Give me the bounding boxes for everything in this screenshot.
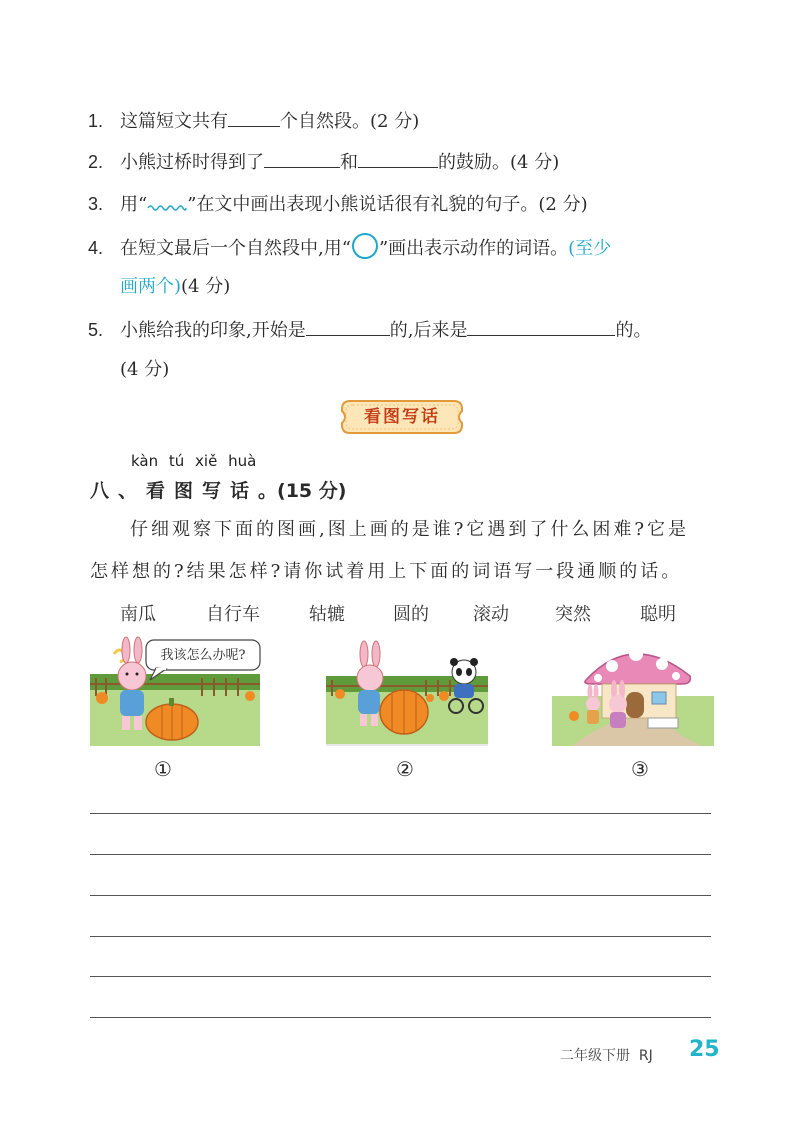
picture-1 (90, 636, 268, 746)
question-5-continued (120, 358, 169, 382)
question-score: (4 分) (120, 359, 170, 380)
mushroom-house-illustration (552, 636, 714, 746)
answer-blank[interactable] (467, 317, 615, 336)
word-item: 突然 (555, 604, 591, 625)
writing-line[interactable] (90, 976, 711, 977)
question-text: 这篇短文共有 (120, 111, 228, 132)
badge-label: 看图写话 (364, 407, 440, 427)
question-number: 2. (88, 152, 104, 172)
question-3 (88, 190, 588, 217)
question-text: ”画出表示动作的词语。 (378, 238, 569, 259)
question-text: 个自然段。(2 分) (280, 111, 420, 132)
section-title (90, 476, 346, 503)
word-item: 圆的 (393, 604, 429, 625)
question-2 (88, 149, 559, 175)
picture-3-caption: ③ (631, 757, 649, 781)
word-item: 滚动 (473, 604, 509, 625)
picture-2-caption: ② (396, 757, 414, 781)
picture-3 (552, 636, 714, 746)
prompt-line-2: 怎样想的?结果怎样?请你试着用上下面的词语写一段通顺的话。 (90, 561, 683, 582)
question-text: 小熊过桥时得到了 (120, 152, 264, 173)
section-prefix: 八、 (90, 480, 147, 502)
section-title-text: 看图写话 (146, 480, 259, 502)
question-number: 3. (88, 194, 104, 214)
question-number: 5. (88, 320, 104, 340)
picture-2 (326, 636, 488, 746)
question-text: 的,后来是 (389, 320, 468, 341)
question-4 (88, 233, 611, 261)
question-score: (4 分) (181, 276, 231, 297)
section-score: 。(15 分) (258, 480, 347, 502)
question-number: 4. (88, 238, 104, 258)
writing-line[interactable] (90, 936, 711, 937)
question-text: 用“ (120, 194, 148, 215)
word-bank (0, 600, 800, 624)
prompt-line-1: 仔细观察下面的图画,图上画的是谁?它遇到了什么困难?它是 (130, 519, 690, 540)
writing-line[interactable] (90, 1017, 711, 1018)
question-hint: 画两个) (120, 276, 182, 297)
word-item: 自行车 (206, 604, 260, 625)
section-badge (338, 397, 466, 437)
question-1 (88, 108, 419, 134)
writing-line[interactable] (90, 854, 711, 855)
question-5 (88, 317, 651, 343)
footer-grade: 二年级下册 RJ (560, 1048, 653, 1064)
word-item: 南瓜 (120, 604, 156, 625)
wavy-line-icon (147, 190, 187, 210)
answer-blank[interactable] (358, 149, 438, 168)
section-pinyin: kàn tú xiě huà (131, 452, 257, 470)
circle-mark-icon (352, 233, 378, 259)
writing-line[interactable] (90, 813, 711, 814)
question-text: 在短文最后一个自然段中,用“ (120, 238, 351, 259)
answer-blank[interactable] (306, 317, 390, 336)
rabbit-pushing-pumpkin-illustration (326, 636, 488, 746)
question-4-continued (120, 275, 230, 299)
question-text: 的鼓励。(4 分) (438, 152, 560, 173)
answer-blank[interactable] (228, 108, 280, 127)
writing-line[interactable] (90, 895, 711, 896)
question-number: 1. (88, 111, 104, 131)
question-text: ”在文中画出表现小熊说话很有礼貌的句子。(2 分) (187, 194, 588, 215)
question-text: 的。 (615, 320, 652, 341)
picture-1-caption: ① (154, 757, 172, 781)
question-text: 小熊给我的印象,开始是 (120, 320, 306, 341)
page-number: 25 (689, 1037, 720, 1062)
question-hint: (至少 (568, 238, 612, 259)
answer-blank[interactable] (264, 149, 340, 168)
word-item: 聪明 (640, 604, 676, 625)
word-item: 轱辘 (309, 604, 345, 625)
question-text: 和 (340, 152, 358, 173)
speech-bubble-text: 我该怎么办呢? (160, 648, 246, 663)
